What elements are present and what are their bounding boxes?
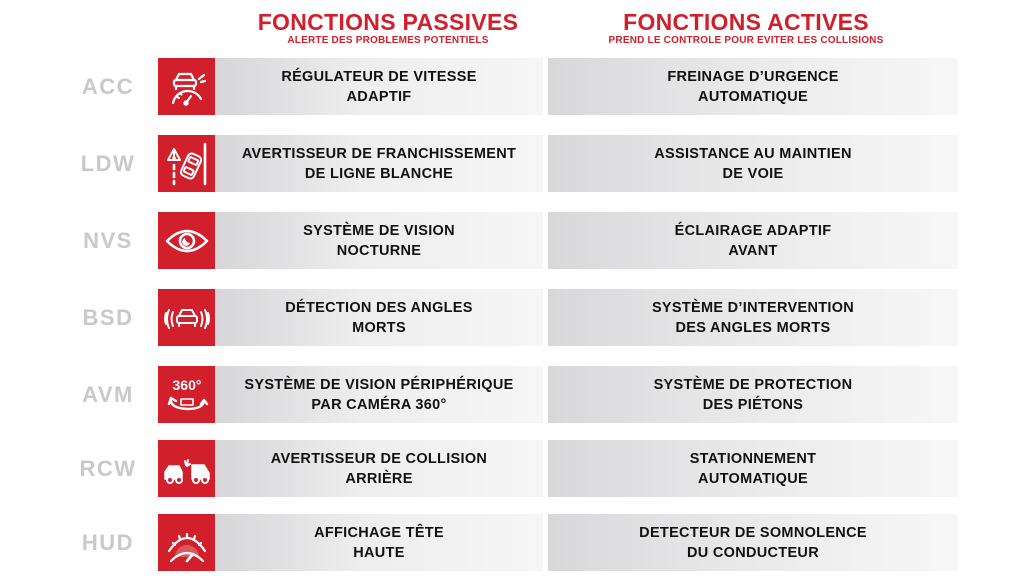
passive-function-line2: MORTS: [352, 319, 406, 336]
passive-function-cell: [215, 212, 543, 269]
360-view-icon: [158, 366, 215, 423]
active-function-line1: STATIONNEMENT: [689, 450, 817, 467]
passive-function-line2: ARRIÈRE: [345, 470, 413, 487]
active-function-line1: SYSTÈME D’INTERVENTION: [651, 299, 855, 316]
active-function-cell: [548, 58, 958, 115]
feature-row-rcw: [0, 440, 1024, 497]
passive-function-line1: SYSTÈME DE VISION PÉRIPHÉRIQUE: [244, 376, 514, 393]
passive-functions-header: [218, 10, 558, 48]
passive-function-cell: [215, 514, 543, 571]
active-function-line2: AUTOMATIQUE: [698, 88, 808, 105]
passive-function-line1: RÉGULATEUR DE VITESSE: [281, 68, 477, 85]
active-function-line2: DES PIÉTONS: [702, 396, 804, 413]
feature-abbr: HUD: [81, 529, 135, 555]
passive-function-line2: HAUTE: [353, 544, 405, 561]
active-function-line2: DE VOIE: [722, 165, 784, 182]
active-function-cell: [548, 135, 958, 192]
active-function-cell: [548, 366, 958, 423]
active-function-line2: AVANT: [728, 242, 778, 259]
feature-row-hud: [0, 514, 1024, 571]
passive-function-cell: [215, 58, 543, 115]
passive-functions-subtitle: ALERTE DES PROBLEMES POTENTIELS: [287, 35, 489, 46]
passive-function-line1: AVERTISSEUR DE FRANCHISSEMENT: [241, 145, 517, 162]
active-function-cell: [548, 212, 958, 269]
rear-collision-icon: [158, 440, 215, 497]
feature-abbr: AVM: [82, 381, 134, 407]
feature-abbr: RCW: [79, 455, 137, 481]
active-functions-header: [548, 10, 944, 48]
feature-abbr: ACC: [81, 73, 135, 99]
adaptive-cruise-icon: [158, 58, 215, 115]
passive-function-line2: DE LIGNE BLANCHE: [304, 165, 454, 182]
feature-abbr: BSD: [82, 304, 134, 330]
passive-function-cell: [215, 289, 543, 346]
active-function-line2: AUTOMATIQUE: [698, 470, 808, 487]
head-up-display-icon: [158, 514, 215, 571]
passive-function-line1: SYSTÈME DE VISION: [303, 222, 455, 239]
active-function-cell: [548, 440, 958, 497]
passive-function-line2: ADAPTIF: [346, 88, 412, 105]
active-function-cell: [548, 514, 958, 571]
passive-function-line2: NOCTURNE: [336, 242, 422, 259]
active-function-line1: ÉCLAIRAGE ADAPTIF: [674, 222, 832, 239]
active-functions-title: FONCTIONS ACTIVES: [623, 9, 869, 35]
feature-row-acc: [0, 58, 1024, 115]
active-function-line2: DU CONDUCTEUR: [687, 544, 819, 561]
passive-function-cell: [215, 440, 543, 497]
passive-function-line1: AFFICHAGE TÊTE: [314, 524, 444, 541]
active-function-line2: DES ANGLES MORTS: [675, 319, 831, 336]
active-function-line1: DETECTEUR DE SOMNOLENCE: [639, 524, 867, 541]
feature-abbr: LDW: [80, 150, 136, 176]
night-vision-eye-icon: [158, 212, 215, 269]
feature-row-ldw: [0, 135, 1024, 192]
feature-row-bsd: [0, 289, 1024, 346]
passive-function-cell: [215, 366, 543, 423]
passive-functions-title: FONCTIONS PASSIVES: [257, 9, 519, 35]
active-functions-subtitle: PREND LE CONTROLE POUR EVITER LES COLLISIONS: [608, 35, 884, 46]
passive-function-cell: [215, 135, 543, 192]
feature-abbr: NVS: [83, 227, 133, 253]
blind-spot-car-icon: [158, 289, 215, 346]
active-function-line1: FREINAGE D’URGENCE: [667, 68, 839, 85]
active-function-line1: SYSTÈME DE PROTECTION: [653, 376, 853, 393]
lane-departure-icon: [158, 135, 215, 192]
360-icon-text: 360°: [172, 376, 201, 393]
passive-function-line1: AVERTISSEUR DE COLLISION: [270, 450, 488, 467]
passive-function-line1: DÉTECTION DES ANGLES: [285, 299, 473, 316]
active-function-cell: [548, 289, 958, 346]
feature-row-avm: [0, 366, 1024, 423]
feature-row-nvs: [0, 212, 1024, 269]
passive-function-line2: PAR CAMÉRA 360°: [311, 396, 447, 413]
active-function-line1: ASSISTANCE AU MAINTIEN: [654, 145, 852, 162]
